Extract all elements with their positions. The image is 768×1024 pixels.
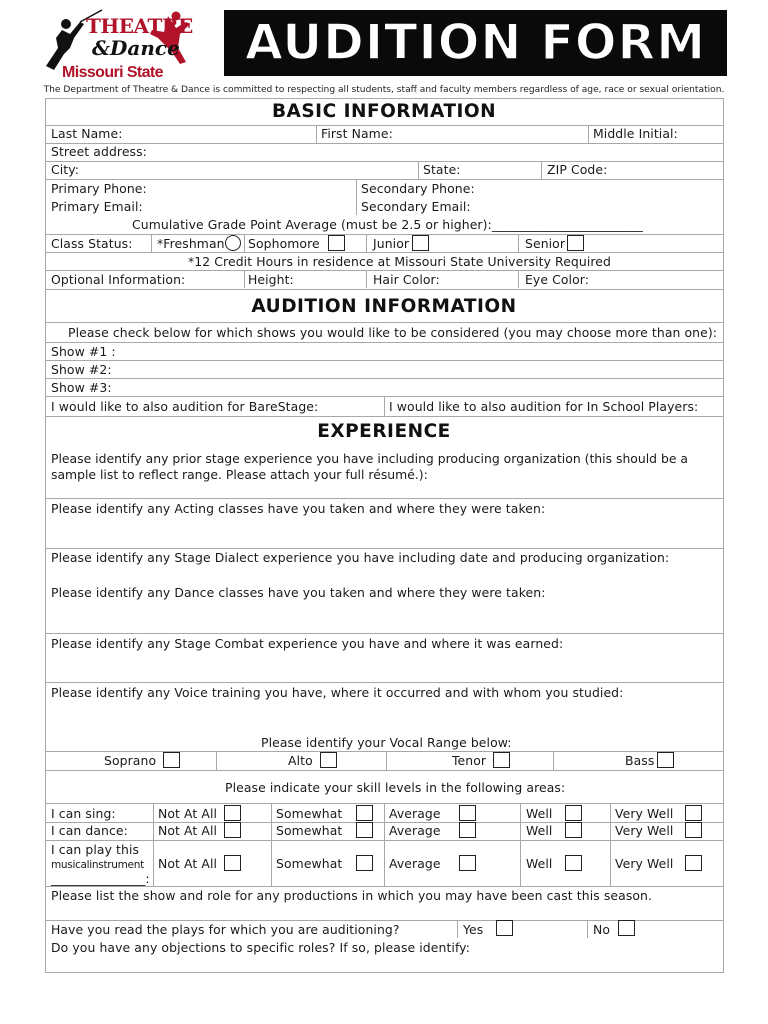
instrument-somewhat-checkbox[interactable] (356, 855, 373, 871)
acting-classes-question: Please identify any Acting classes have you taken and where they were taken: (51, 501, 546, 516)
instrument-skill-label: I can play this (51, 842, 140, 857)
senior-checkbox[interactable] (567, 235, 584, 251)
junior-label: Junior (373, 236, 410, 251)
voice-training-question: Please identify any Voice training you have, where it occurred and with whom you studied: (51, 685, 624, 700)
bass-checkbox[interactable] (657, 752, 674, 768)
junior-checkbox[interactable] (412, 235, 429, 251)
sing-very-well-checkbox[interactable] (685, 805, 702, 821)
title-banner (224, 10, 727, 76)
form-title: AUDITION FORM (244, 14, 707, 71)
first-name-label: First Name: (321, 126, 393, 141)
last-name-label: Last Name: (51, 126, 123, 141)
dance-somewhat-checkbox[interactable] (356, 822, 373, 838)
logo-theatre: THEATRE (86, 14, 193, 38)
middle-initial-label: Middle Initial: (593, 126, 678, 141)
sing-very-well-label: Very Well (615, 806, 674, 821)
dance-not-at-all-label: Not At All (158, 823, 218, 838)
instrument-very-well-label: Very Well (615, 856, 674, 871)
instrument-well-checkbox[interactable] (565, 855, 582, 871)
instrument-not-at-all-label: Not At All (158, 856, 218, 871)
dance-very-well-label: Very Well (615, 823, 674, 838)
instrument-average-checkbox[interactable] (459, 855, 476, 871)
department-logo (40, 8, 205, 84)
hair-color-label: Hair Color: (373, 272, 440, 287)
secondary-email-label: Secondary Email: (361, 199, 471, 214)
vocal-range-prompt: Please identify your Vocal Range below: (261, 735, 512, 750)
instrument-not-at-all-checkbox[interactable] (224, 855, 241, 871)
instrument-well-label: Well (526, 856, 553, 871)
read-plays-yes-checkbox[interactable] (496, 920, 513, 936)
dance-skill-label: I can dance: (51, 823, 128, 838)
street-address-label: Street address: (51, 144, 147, 159)
instrument-very-well-checkbox[interactable] (685, 855, 702, 871)
alto-label: Alto (288, 753, 313, 768)
instrument-name-blank[interactable]: _______________: (51, 871, 150, 886)
city-label: City: (51, 162, 80, 177)
sing-average-label: Average (389, 806, 441, 821)
no-label: No (593, 922, 611, 937)
stage-dialect-question: Please identify any Stage Dialect experience you have including date and producing organization: (51, 550, 670, 565)
show-1-label: Show #1 : (51, 344, 116, 359)
sing-skill-label: I can sing: (51, 806, 116, 821)
experience-heading: EXPERIENCE (317, 421, 451, 442)
state-label: State: (423, 162, 461, 177)
optional-info-label: Optional Information: (51, 272, 186, 287)
prior-experience-question: Please identify any prior stage experience you have including producing organization (this should be a sample list to reflect range. Please attach your full résumé.): (51, 451, 689, 482)
sing-well-label: Well (526, 806, 553, 821)
senior-label: Senior (525, 236, 566, 251)
dance-not-at-all-checkbox[interactable] (224, 822, 241, 838)
skill-levels-prompt: Please indicate your skill levels in the following areas: (225, 780, 566, 795)
soprano-checkbox[interactable] (163, 752, 180, 768)
freshman-radio[interactable] (225, 235, 241, 251)
freshman-label: *Freshman (157, 236, 225, 251)
logo-dance: &Dance (92, 36, 180, 60)
gpa-label: Cumulative Grade Point Average (must be 2.5 or higher):________________________ (132, 217, 643, 232)
audition-info-heading: AUDITION INFORMATION (251, 296, 517, 317)
instrument-average-label: Average (389, 856, 441, 871)
yes-label: Yes (463, 922, 484, 937)
sing-somewhat-label: Somewhat (276, 806, 343, 821)
dance-average-checkbox[interactable] (459, 822, 476, 838)
dance-somewhat-label: Somewhat (276, 823, 343, 838)
dance-classes-question: Please identify any Dance classes have you taken and where they were taken: (51, 585, 546, 600)
sing-well-checkbox[interactable] (565, 805, 582, 821)
soprano-label: Soprano (104, 753, 157, 768)
tenor-label: Tenor (452, 753, 487, 768)
dance-well-label: Well (526, 823, 553, 838)
logo-university: Missouri State (62, 64, 163, 81)
dance-average-label: Average (389, 823, 441, 838)
show-3-label: Show #3: (51, 380, 112, 395)
role-objections-question: Do you have any objections to specific roles? If so, please identify: (51, 940, 470, 955)
zip-code-label: ZIP Code: (547, 162, 608, 177)
dance-very-well-checkbox[interactable] (685, 822, 702, 838)
cast-this-season-question: Please list the show and role for any productions in which you may have been cast this season. (51, 888, 653, 903)
sophomore-label: Sophomore (248, 236, 320, 251)
primary-email-label: Primary Email: (51, 199, 143, 214)
sing-somewhat-checkbox[interactable] (356, 805, 373, 821)
barestage-label: I would like to also audition for BareStage: (51, 399, 319, 414)
class-status-label: Class Status: (51, 236, 133, 251)
instrument-skill-label-2: musicalinstrument (51, 859, 144, 871)
show-2-label: Show #2: (51, 362, 112, 377)
height-label: Height: (248, 272, 294, 287)
show-selection-instruction: Please check below for which shows you would like to be considered (you may choose more than one): (68, 325, 718, 340)
bass-label: Bass (625, 753, 655, 768)
read-plays-no-checkbox[interactable] (618, 920, 635, 936)
credit-hours-note: *12 Credit Hours in residence at Missouri State University Required (188, 254, 612, 269)
stage-combat-question: Please identify any Stage Combat experience you have and where it was earned: (51, 636, 564, 651)
sing-not-at-all-label: Not At All (158, 806, 218, 821)
eye-color-label: Eye Color: (525, 272, 590, 287)
dance-well-checkbox[interactable] (565, 822, 582, 838)
sophomore-checkbox[interactable] (328, 235, 345, 251)
alto-checkbox[interactable] (320, 752, 337, 768)
tenor-checkbox[interactable] (493, 752, 510, 768)
primary-phone-label: Primary Phone: (51, 181, 147, 196)
instrument-somewhat-label: Somewhat (276, 856, 343, 871)
sing-average-checkbox[interactable] (459, 805, 476, 821)
read-plays-question: Have you read the plays for which you are auditioning? (51, 922, 400, 937)
secondary-phone-label: Secondary Phone: (361, 181, 475, 196)
basic-info-heading: BASIC INFORMATION (271, 101, 497, 122)
sing-not-at-all-checkbox[interactable] (224, 805, 241, 821)
in-school-players-label: I would like to also audition for In School Players: (389, 399, 699, 414)
policy-statement: The Department of Theatre & Dance is committed to respecting all students, staff and faculty members regardless of age, race or sexual orientation. (43, 85, 725, 95)
